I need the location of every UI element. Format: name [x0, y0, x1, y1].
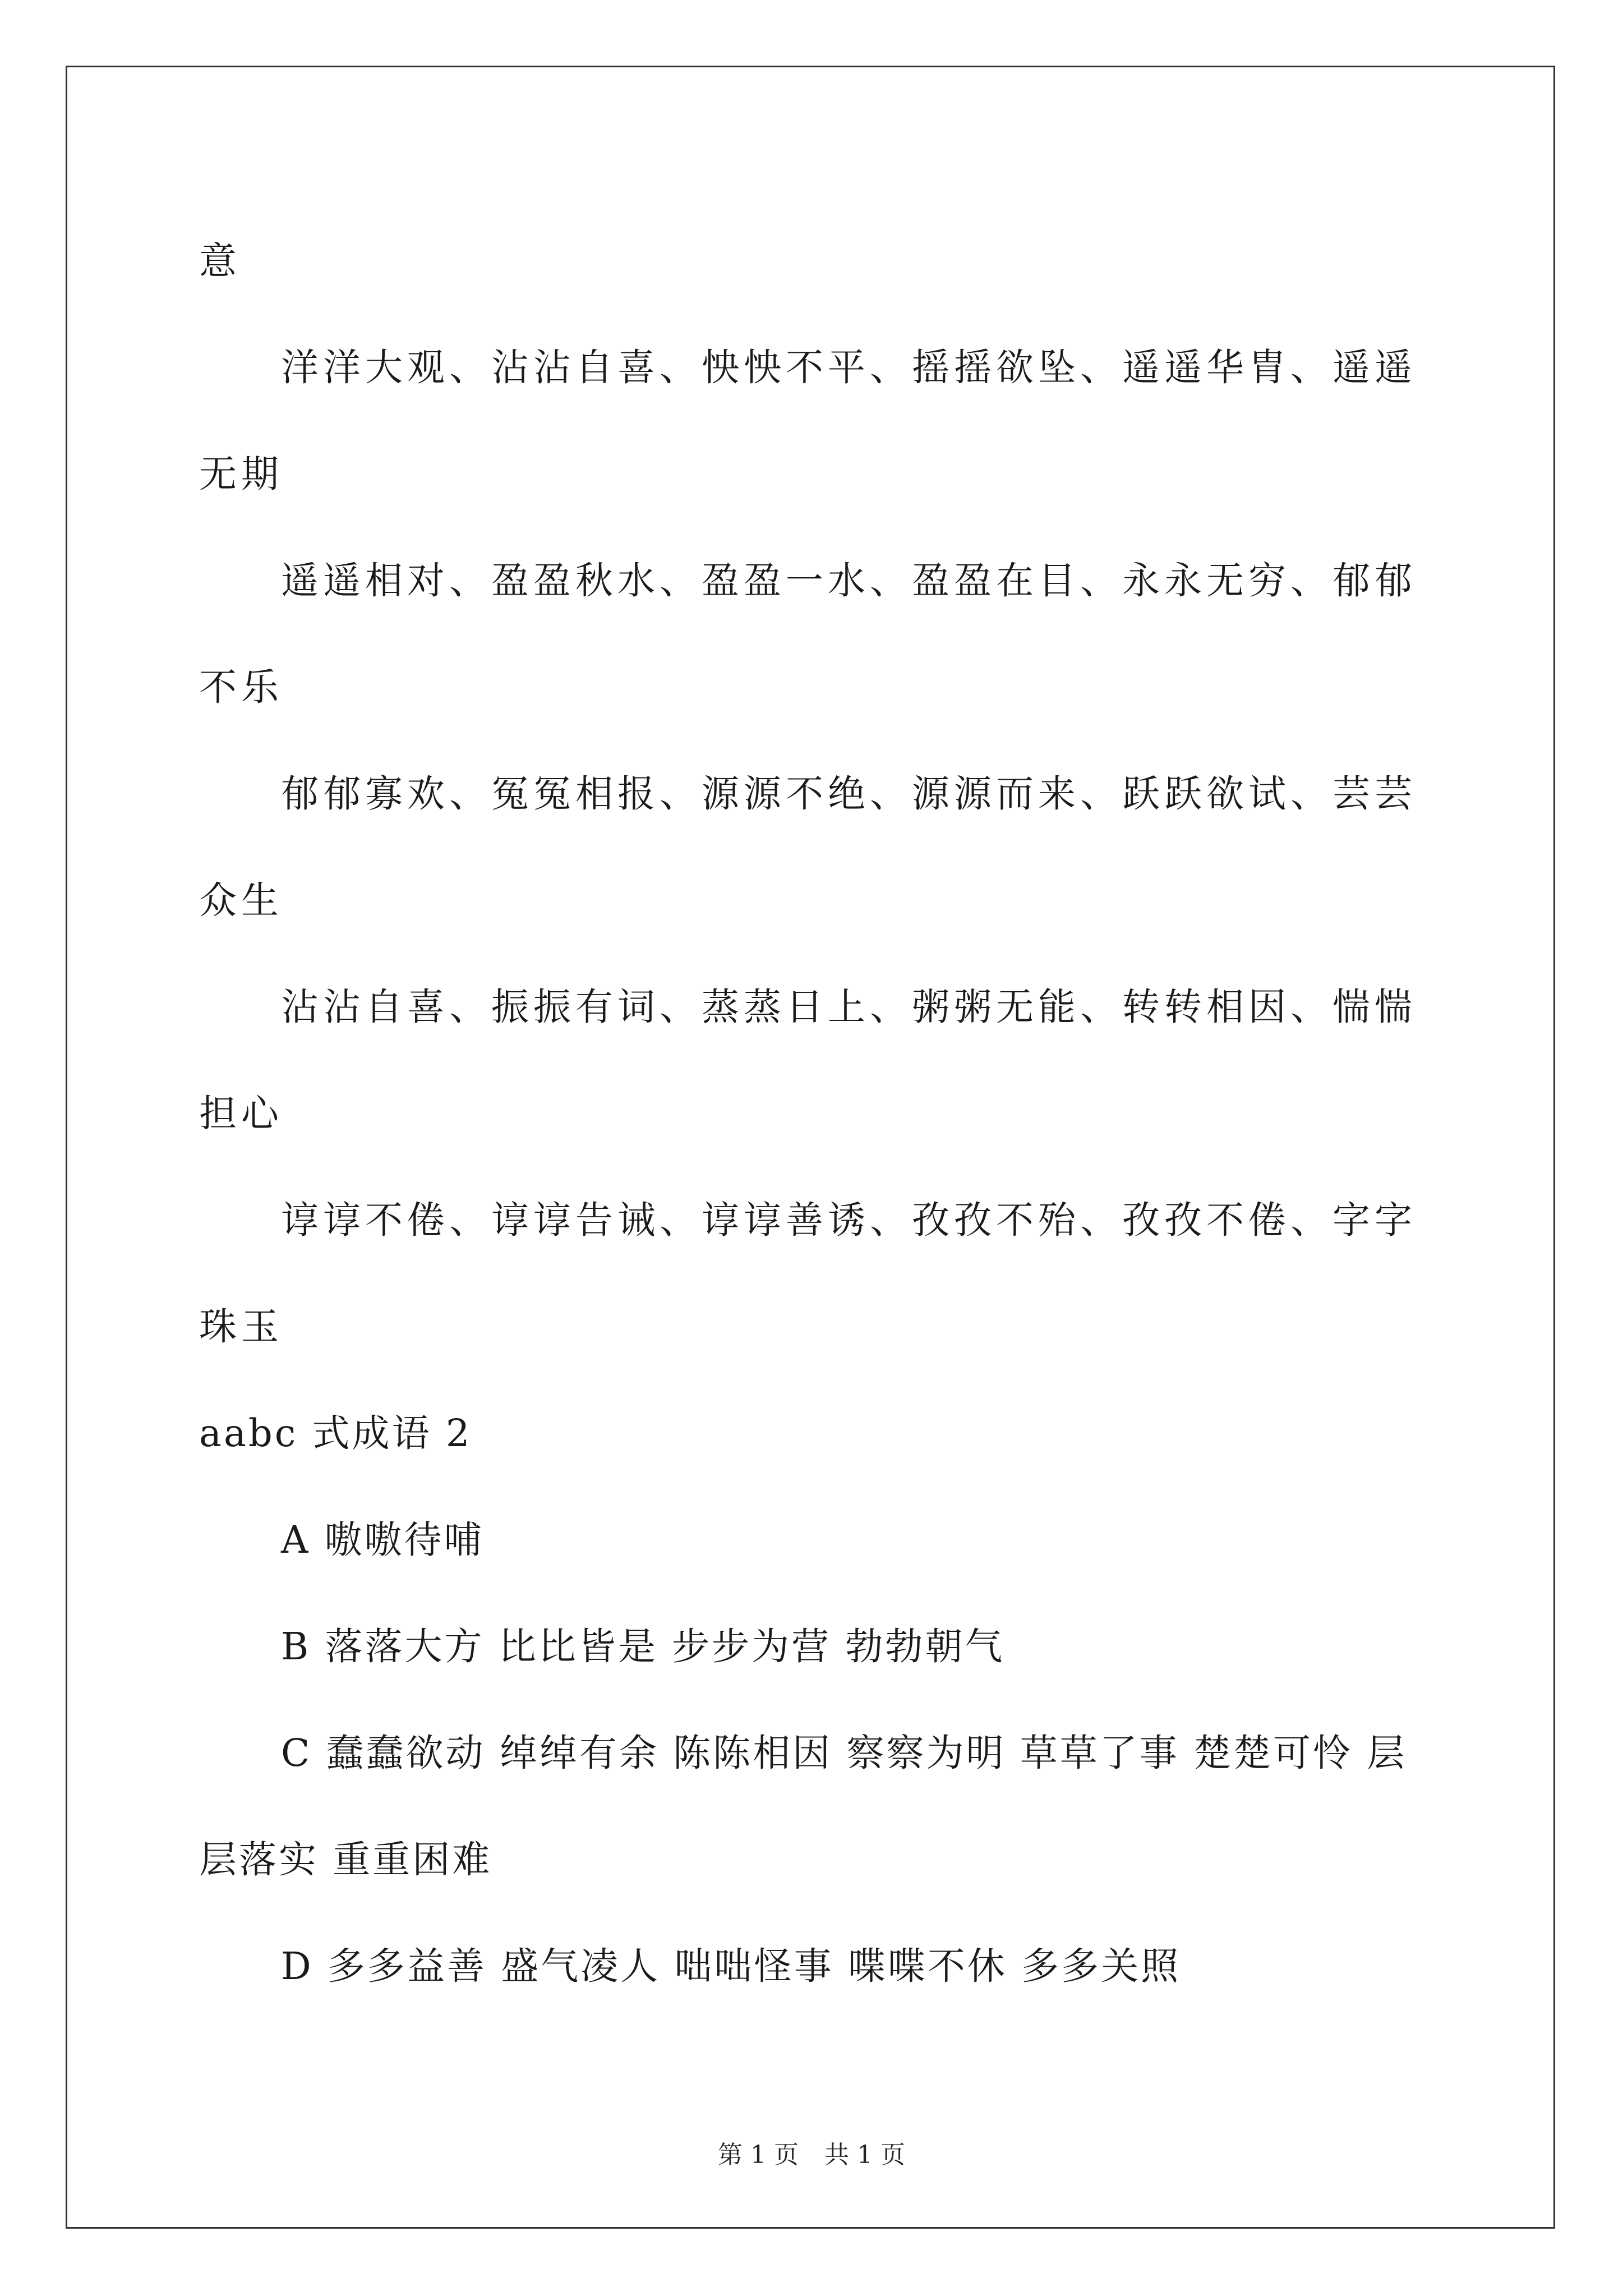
paragraph-continuation: 意 [199, 239, 241, 283]
option-a: A 嗷嗷待哺 [281, 1518, 484, 1562]
paragraph-idioms-5: 谆谆不倦、谆谆告诫、谆谆善诱、孜孜不殆、孜孜不倦、字字珠玉 [199, 1198, 1417, 1349]
paragraph-idioms-2: 遥遥相对、盈盈秋水、盈盈一水、盈盈在目、永永无穷、郁郁不乐 [199, 559, 1417, 709]
document-body [199, 208, 1436, 2019]
paragraph-idioms-4: 沾沾自喜、振振有词、蒸蒸日上、粥粥无能、转转相因、惴惴担心 [199, 985, 1417, 1135]
page-number: 第 1 页 [718, 2141, 799, 2169]
options-list [199, 1487, 1436, 2019]
option-b: B 落落大方 比比皆是 步步为营 勃勃朝气 [281, 1625, 1005, 1668]
paragraph-idioms-3: 郁郁寡欢、冤冤相报、源源不绝、源源而来、跃跃欲试、芸芸众生 [199, 772, 1417, 922]
option-c: C 蠢蠢欲动 绰绰有余 陈陈相因 察察为明 草草了事 楚楚可怜 层层落实 重重困难 [199, 1731, 1407, 1881]
option-d: D 多多益善 盛气凌人 咄咄怪事 喋喋不休 多多关照 [281, 1944, 1181, 1988]
total-pages: 共 1 页 [824, 2141, 905, 2169]
paragraph-idioms-1: 洋洋大观、沾沾自喜、怏怏不平、摇摇欲坠、遥遥华胄、遥遥无期 [199, 346, 1417, 496]
section-heading: aabc 式成语 2 [199, 1411, 472, 1455]
page-footer [0, 2134, 1623, 2170]
